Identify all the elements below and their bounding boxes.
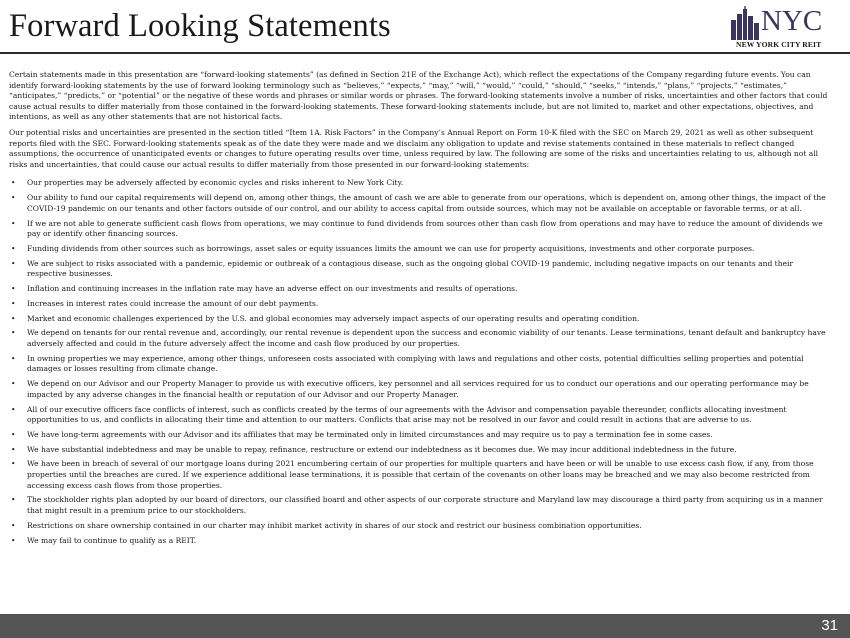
bullet-icon: • xyxy=(11,193,16,203)
intro-paragraph: Certain statements made in this presentation are “forward-looking statements” (as defined in Section 21E of the Exchange Act), which reflect the expectations of the Company regarding future events. You can identify forward-looking statements by the use of forward looking terminology such as “believes,” “expects,” “may,” “will,” “would,” “could,” “should,” “seeks,” “intends,” “plans,” “projects,” “estimates,” “anticipates,” “predicts,” or “potential” or the negative of these words and phrases or similar words or phrases. The forward-looking statements involve a number of risks, uncertainties and other factors that could cause actual results to differ materially from those contained in the forward-looking statements. These forward-looking statements include, but are not limited to, market and other expectations, objectives, and intentions, as well as any other statements that are not historical facts. xyxy=(9,70,828,122)
list-item xyxy=(9,495,835,516)
list-item-text: Inflation and continuing increases in the inflation rate may have an adverse effect on our investments and results of operations. xyxy=(27,284,518,294)
header-divider xyxy=(0,52,850,54)
bullet-icon: • xyxy=(11,243,16,253)
bullet-icon: • xyxy=(11,379,16,389)
bullet-icon: • xyxy=(11,313,16,323)
list-item-text: Our ability to fund our capital requirements will depend on, among other things, the amount of cash we are able to generate from our operations, which is dependent on, among other things, the impact of the COVID-19 pandemic on our tenants and other factors outside of our control, and our ability to access capital from outside sources, which may not be available on acceptable or favorable terms, or at all. xyxy=(27,193,826,213)
list-item xyxy=(9,445,835,456)
list-item-text: We have been in breach of several of our mortgage loans during 2021 encumbering certain of our properties for multiple quarters and have been or will be unable to use excess cash flow, if any, from those properties until the breaches are cured. If we experience additional lease terminations, it is possible that certain of the covenants on other loans may be breached and we may also become restricted from accessing excess cash flows from those properties. xyxy=(27,459,814,490)
bullet-icon: • xyxy=(11,178,16,188)
bullet-icon: • xyxy=(11,429,16,439)
list-item xyxy=(9,284,835,295)
list-item xyxy=(9,178,835,189)
list-item xyxy=(9,259,835,280)
list-item-text: Increases in interest rates could increase the amount of our debt payments. xyxy=(27,298,319,308)
list-item-text: We have long-term agreements with our Advisor and its affiliates that may be terminated only in limited circumstances and may require us to pay a termination fee in some cases. xyxy=(27,429,713,439)
logo-text: NYC xyxy=(761,5,823,37)
list-item-text: In owning properties we may experience, among other things, unforeseen costs associated with complying with laws and regulations and other costs, potential difficulties selling properties and potential damages or losses resulting from climate change. xyxy=(27,353,804,374)
risk-list xyxy=(9,178,835,546)
list-item xyxy=(9,536,835,547)
bullet-icon: • xyxy=(11,298,16,308)
logo-subtext: NEW YORK CITY REIT xyxy=(736,40,822,49)
skyline-icon xyxy=(728,6,762,42)
bullet-icon: • xyxy=(11,444,16,454)
list-item-text: We have substantial indebtedness and may be unable to repay, refinance, restructure or extend our indebtedness as it becomes due. We may incur additional indebtedness in the future. xyxy=(27,444,737,454)
list-item xyxy=(9,193,835,214)
bullet-icon: • xyxy=(11,520,16,530)
list-item-text: Our properties may be adversely affected by economic cycles and risks inherent to New York City. xyxy=(27,178,404,188)
list-item xyxy=(9,379,835,400)
page-title: Forward Looking Statements xyxy=(9,8,391,44)
list-item-text: We may fail to continue to qualify as a REIT. xyxy=(27,535,197,545)
list-item-text: All of our executive officers face conflicts of interest, such as conflicts created by the terms of our agreements with the Advisor and compensation payable thereunder, conflicts allocating investment opportunities to us, and conflicts in allocating their time and attention to our matters. Conflicts that arise may not be resolved in our favor and could result in actions that are adverse to us. xyxy=(27,404,787,425)
list-item xyxy=(9,354,835,375)
list-item xyxy=(9,405,835,426)
list-item xyxy=(9,328,835,349)
list-item xyxy=(9,459,835,491)
bullet-icon: • xyxy=(11,404,16,414)
bullet-icon: • xyxy=(11,328,16,338)
list-item-text: Market and economic challenges experienced by the U.S. and global economies may adversely impact aspects of our operating results and operating condition. xyxy=(27,313,640,323)
bullet-icon: • xyxy=(11,218,16,228)
bullet-icon: • xyxy=(11,495,16,505)
statement-body xyxy=(9,70,835,550)
list-item-text: Restrictions on share ownership contained in our charter may inhibit market activity in shares of our stock and restrict our business combination opportunities. xyxy=(27,520,642,530)
list-item xyxy=(9,299,835,310)
list-item-text: We depend on our Advisor and our Property Manager to provide us with executive officers, key personnel and all services required for us to conduct our operations and our operating performance may be impacted by any adverse changes in the financial health or reputation of our Advisor and our Property Manager. xyxy=(27,379,809,399)
footer-bar xyxy=(0,614,850,638)
bullet-icon: • xyxy=(11,353,16,363)
list-item xyxy=(9,430,835,441)
list-item-text: If we are not able to generate sufficient cash flows from operations, we may continue to fund dividends from sources other than cash flow from operations and may have to reduce the amount of dividends we pay or identify other financing sources. xyxy=(27,218,823,239)
list-item-text: Funding dividends from other sources such as borrowings, asset sales or equity issuances limits the amount we can use for property acquisitions, investments and other corporate purposes. xyxy=(27,243,755,253)
page-number: 31 xyxy=(821,617,838,634)
company-logo xyxy=(728,6,840,50)
list-item xyxy=(9,219,835,240)
list-item-text: The stockholder rights plan adopted by our board of directors, our classified board and other aspects of our corporate structure and Maryland law may discourage a third party from acquiring us in a manner that might result in a premium price to our stockholders. xyxy=(27,495,823,515)
list-item xyxy=(9,521,835,532)
bullet-icon: • xyxy=(11,535,16,545)
bullet-icon: • xyxy=(11,459,16,469)
list-item-text: We are subject to risks associated with a pandemic, epidemic or outbreak of a contagious disease, such as the ongoing global COVID-19 pandemic, including negative impacts on our tenants and their respective businesses. xyxy=(27,258,794,279)
list-item xyxy=(9,314,835,325)
bullet-icon: • xyxy=(11,258,16,268)
intro-paragraph: Our potential risks and uncertainties are presented in the section titled “Item 1A. Risk Factors” in the Company’s Annual Report on Form 10-K filed with the SEC on March 29, 2021 as well as other subsequent reports filed with the SEC. Forward-looking statements speak as of the date they were made and we disclaim any obligation to update and revise statements contained in these materials to reflect changed assumptions, the occurrence of unanticipated events or changes to future operating results over time, unless required by law. The following are some of the risks and uncertainties relating to us, although not all risks and uncertainties, that could cause our actual results to differ materially from those presented in our forward-looking statements: xyxy=(9,127,819,169)
list-item-text: We depend on tenants for our rental revenue and, accordingly, our rental revenue is dependent upon the success and economic viability of our tenants. Lease terminations, tenant default and bankruptcy have adversely affected and could in the future adversely affect the income and cash flow produced by our properties. xyxy=(27,328,826,348)
bullet-icon: • xyxy=(11,284,16,294)
list-item xyxy=(9,244,835,255)
